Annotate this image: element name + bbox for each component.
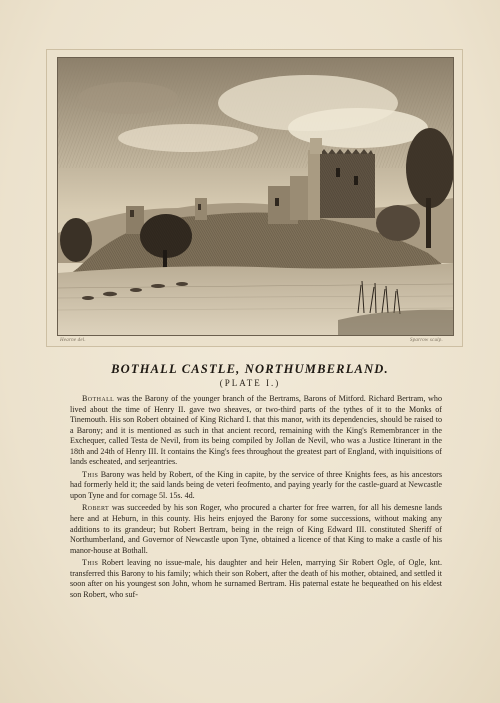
- paragraph: [70, 394, 442, 468]
- engraver-credit: Sparrow sculp.: [410, 338, 443, 343]
- paragraph-lead: Robert: [82, 503, 110, 513]
- paragraph-text: was succeeded by his son Roger, who procured a charter for free warren, for all his demesne lands here and at Heburn, in this county. His heirs enjoyed the Barony for some successions, without making any additions to its grandeur; but Robert Bertram, being in the reign of King Edward III. constituted Sheriff of Northumberland, and Governor of Newcastle upon Tyne, obtained a licence of that King to make a castle of his manor-house at Bothall.: [70, 503, 442, 555]
- paragraph-lead: This: [82, 558, 99, 568]
- castle-engraving: [57, 57, 454, 336]
- paragraph: [70, 503, 442, 556]
- paragraph-lead: This: [82, 469, 99, 479]
- plate-label: (PLATE I.): [219, 378, 281, 388]
- paragraph-text: Barony was held by Robert, of the King in capite, by the service of three Knights fees, as his ancestors had formerly held it; the said lands being de veteri feofmento, and paying yearly for the castle-guard at Newcastle upon Tyne and for cornage 5l. 15s. 4d.: [70, 469, 442, 500]
- body-text: [70, 394, 442, 602]
- page-title: BOTHALL CASTLE, NORTHUMBERLAND.: [111, 362, 389, 376]
- paragraph: [70, 470, 442, 502]
- paragraph-text: was the Barony of the younger branch of the Bertrams, Barons of Mitford. Richard Bertram, who lived about the time of Henry II. gave two sheaves, or two-third parts of the tythes of it to the Monks of Tinemouth. His son Robert obtained of King Richard I. that this manor, with its dependencies, should be raised to a Barony; and it is mentioned as such in that ancient record, remaining with the King's Remembrancer in the Exchequer, called Testa de Nevil, from its being compiled by Jollan de Nevil, who was a Justice Itinerant in the 18th and 24th of Henry III. It contains the King's fees throughout the greatest part of England, with inquisitions of lands escheated, and serjeantries.: [70, 394, 442, 467]
- artist-credit: Hearne del.: [60, 338, 86, 343]
- paragraph: [70, 558, 442, 600]
- paragraph-lead: Bothall: [82, 394, 115, 403]
- paragraph-text: Robert leaving no issue-male, his daughter and heir Helen, marrying Sir Robert Ogle, of Ogle, knt. transferred this Barony to his family; which their son Robert, after the death of his mother, obtained, and settled it soon after on his youngest son John, whom he surnamed Bertram. His paternal estate he bequeathed on his eldest son Robert, who suf-: [70, 558, 442, 599]
